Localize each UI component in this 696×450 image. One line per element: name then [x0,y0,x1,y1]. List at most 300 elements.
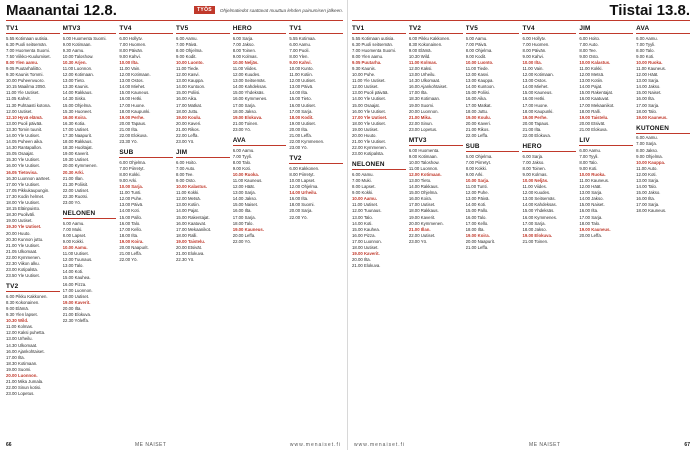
right-page [348,0,696,450]
program-list [522,36,576,140]
program-item: 8.00 Tee. [176,171,194,177]
program-list [466,154,520,252]
program-item: 21.00 Toinen. [522,238,549,244]
program-item: 20.00 Sarja. [289,208,313,214]
program-item: 13.00 Päivä. [289,84,314,90]
program-item: 6.00 Aamu. [289,41,312,47]
program-item: 7.00 Muki. [62,226,83,232]
channel-block [119,149,173,263]
program-item: 17.00 Mekaanikot. [176,226,212,232]
program-item: 9.00 Kolmas. [522,171,548,177]
program-item: 19.00 Uutiset. [6,218,33,224]
page-number: 67 [684,442,690,448]
program-item: 17.00 Uutiset. [62,126,90,132]
channel-heading: AVA [636,25,690,34]
program-item: 18.30 Huoltajat. [62,145,93,151]
program-item: 21.00 Yle Uutiset. [6,242,40,248]
magazine-brand: ME NAISET [134,442,167,448]
program-item: 20.00 Tapaus. [522,120,550,126]
program-item: 8.00 Ohjelma. [176,47,203,53]
program-item: 12.00 Metsä. [579,72,605,78]
program-list [579,148,633,239]
program-item: 9.00 Osto. [579,53,600,59]
program-item: 6.00 Pikku Kakkonen. [408,35,451,41]
program-item: 10.00 Luonto. [176,59,204,65]
program-item: 17.00 Kello. [119,226,143,232]
program-item: 15.00 Naiset. [232,202,259,208]
program-item: 15.00 Pallo. [465,208,489,214]
program-item: 12.00 Häät. [636,72,659,78]
program-item: 13.00 Kotiin. [579,78,604,84]
program-item: 22.30 Viikon alku. [6,260,40,266]
program-item: 10.00 Ruoka. [579,171,606,177]
program-item: 11.00 Uutiset. [62,251,89,257]
program-item: 12.00 Kasvi. [465,72,490,78]
program-item: 7.00 Piirretyt. [465,159,491,165]
program-item: 6.30 Puoli seitsemän. [6,41,48,47]
program-list [289,36,343,152]
program-item: 8.00 Toinen. [232,47,257,53]
program-list [522,154,576,245]
program-item: 19.00 Uutiset. [289,120,316,126]
channel-heading: MTV3 [409,137,463,146]
program-item: 22.00 Kymmenen. [289,139,325,145]
program-item: 7.00 Huomen. [119,41,147,47]
program-item: 20.00 Naapurit. [465,238,496,244]
channel-heading: JIM [176,149,230,158]
channel-block [233,25,287,133]
program-item: 16.30 Kotia. [62,120,86,126]
program-item: 15.05 Osaajat. [6,151,34,157]
channel-heading: TV2 [289,155,343,164]
program-item: 8.00 Ohjelma. [465,47,493,53]
program-item: 13.00 Kauppa. [176,78,204,84]
channel-heading: MTV3 [63,25,117,34]
program-item: 14.00 Koti. [62,269,84,275]
program-item: 18.30 Kotimaan. [408,96,441,102]
program-item: 13.30 Tomin tuunit. [6,126,43,132]
program-item: 12.00 Kotimaan. [119,72,151,78]
program-item: 12.00 Puhe. [465,190,489,196]
channel-heading: HERO [233,25,287,34]
program-item: 12.00 Uutiset. [6,108,33,114]
program-item: 17.00 Sarja. [232,214,256,220]
program-item: 20.00 Leffa. [579,232,602,238]
program-item: 18.00 Rakkaus. [62,139,93,145]
program-item: 16.00 Ilta. [636,96,656,102]
program-list [6,294,60,398]
program-item: 6.00 Hoito. [579,35,601,41]
program-item: 12.00 Tuunaus. [352,208,382,214]
program-item: 20.00 Huuto. [6,230,31,236]
program-item: 13.00 Sarja. [232,190,256,196]
program-item: 5.55 Kotimaan uutisia. [352,35,395,41]
program-item: 17.00 Matkat. [465,102,492,108]
program-item: 15.00 Poliisi. [176,90,201,96]
program-item: 16.00 Ilta. [579,208,599,214]
program-item: 6.00 Aamu. [176,35,198,41]
program-item: 23.00 Kotipalsta. [352,151,385,157]
program-list [636,36,690,121]
program-item: 16.00 Kaatuvat. [579,96,610,102]
program-item: 16.00 Koira. [62,114,87,120]
channel-heading: TV1 [352,25,406,34]
program-item: 13.00 Sarja. [636,177,660,183]
program-item: 20.00 Luonnon. [408,108,439,114]
program-item: 8.00 Päivän. [119,47,144,53]
program-item: 8.00 Ylen. [289,53,309,59]
program-item: 20.00 Kymmenen. [408,220,444,226]
program-item: 13.00 Tieto. [408,177,432,183]
channel-block [636,125,690,215]
program-item: 18.00 Ralli. [579,108,601,114]
program-item: 18.00 Talo. [579,220,601,226]
program-item: 22.00 Uutiset. [408,232,436,238]
program-item: 14.00 Miehet. [522,84,549,90]
program-item: 17.00 Luonnon. [62,287,93,293]
channel-block [579,25,633,133]
program-item: 8.00 Päivän. [522,47,547,53]
channel-heading: TV2 [409,25,463,34]
channel-heading: TV1 [6,25,60,34]
program-item: 20.00 Etsivät. [176,245,203,250]
program-item: 6.00 Hollytv. [522,35,546,41]
program-item: 10.30 Wild. [408,53,431,59]
program-list [233,148,287,246]
left-page-header [6,0,343,21]
program-item: 12.00 Häät. [579,184,602,190]
program-item: 11.00 Viides. [232,65,258,71]
program-item: 17.00 Luonnon. [352,238,382,244]
magazine-brand: ME NAISET [529,442,561,448]
program-item: 14.00 Pajat. [579,84,603,90]
program-item: 13.00 Puoli päivää. [352,90,389,96]
program-item: 13.00 Ostos. [119,78,144,84]
program-item: 20.00 Ilta. [289,126,309,132]
listing-column [409,25,463,437]
program-item: 9.30 Kaunis Tommi. [6,72,44,78]
program-item: 9.00 Kahvi. [289,59,312,65]
program-item: 11.00 Kolmas. [408,59,438,65]
program-item: 9.00 Kodit. [176,53,197,59]
right-page-header [352,0,690,21]
channel-block [289,155,343,220]
program-item: 7.00 Auto. [176,165,196,171]
program-item: 9.00 Elämä. [6,305,29,311]
program-item: 16.00 Uutiset. [289,102,316,108]
program-item: 6.30 Puoli seitsemän. [352,41,394,47]
program-item: 18.15 Eläinpuisto. [6,206,41,212]
program-item: 5.55 Kotimaa. [289,35,316,41]
program-item: 16.00 Ilta. [232,208,252,214]
program-item: 23.00 Yö. [289,145,308,151]
program-item: 22.00 Kymmenen. [352,145,387,151]
channel-block [352,25,406,157]
program-item: 17.00 Huone. [522,102,549,108]
program-item: 16.00 Kaatuvat. [176,220,207,226]
program-item: 15.00 Kauhea. [352,226,380,232]
program-item: 18.00 Ilta. [465,226,485,232]
program-item: 18.00 Kauneus. [636,208,667,214]
program-item: 21.00 Illan. [408,226,431,232]
program-item: 16.30 Luonnon aarteet. [6,175,51,181]
program-item: 7.00 Päivä. [176,41,198,47]
program-item: 18.30 Kotimaan. [6,360,38,366]
program-item: 10.00 Luonto. [465,59,494,65]
program-list [579,36,633,134]
program-item: 19.00 Suomi. [6,366,32,372]
program-item: 15.00 Kauneus. [119,90,150,96]
listing-column [63,25,117,437]
program-item: 22.00 Sinun kotisi. [6,385,42,391]
program-item: 23.00 Yö. [232,126,252,132]
program-item: 17.00 Huone. [119,102,146,108]
listing-column [289,25,343,437]
program-item: 20.00 Naapurit. [119,245,149,250]
program-item: 6.00 Pikku Kakkonen. [6,293,48,299]
program-item: 21.00 Ilta. [522,126,542,132]
program-item: 6.00 Aamu. [352,171,374,177]
program-list [176,160,230,264]
program-item: 8.00 Lapset. [352,184,376,190]
program-item: 14.00 Kahdeksas. [232,84,268,90]
channel-block [6,25,60,279]
program-item: 16.00 Pizza. [62,281,87,287]
program-item: 18.00 Ralli. [176,232,198,238]
program-item: 13.00 Tieto. [62,78,86,84]
program-item: 17.00 Sarja. [636,202,660,208]
program-item: 22.00 Yö. [232,238,252,244]
program-item: 10.00 Aamu. [62,245,88,250]
program-item: 14.00 Jakso. [636,84,661,90]
listing-column [466,25,520,437]
program-item: 17.00 Sarja. [579,214,603,220]
program-item: 6.00 Huomenta Suomi. [62,35,107,41]
program-item: 11.05 Kahvit. [6,96,31,102]
channel-heading: TV1 [289,25,343,34]
program-item: 14.00 Koti. [119,208,140,214]
channel-heading: LIV [579,137,633,146]
channel-heading: SUB [119,149,173,158]
program-item: 21.00 Rikos. [176,126,200,132]
program-item: 14.00 Jakso. [579,196,604,202]
program-item: 15.00 Naiset. [579,202,605,208]
page-number: 66 [6,442,12,448]
program-item: 22.30 Yöleffa. [62,318,90,324]
program-item: 10.00 Lapset. [289,177,316,183]
program-item: 8.30 Kokonainen. [408,41,443,47]
program-item: 15.00 Naiset. [636,90,662,96]
program-item: 8.00 Jakso. [636,147,659,153]
program-item: 14.00 Kahdeksas. [522,202,557,208]
program-item: 12.00 Kotimaan. [408,171,442,177]
program-item: 13.00 Seitsemäs. [232,78,266,84]
program-item: 9.00 Kokki. [352,190,374,196]
program-item: 19.00 Kaverit. [62,299,91,305]
listing-column [119,25,173,437]
program-item: 22.00 Elokuva. [119,133,148,138]
left-header-right [194,6,343,14]
program-item: 12.00 Puhe. [119,196,143,202]
program-item: 12.10 Hyvä elämä. [6,114,43,120]
program-item: 17.00 Matkat. [176,102,203,108]
program-item: 13.00 Päivä. [465,196,490,202]
program-item: 18.00 Suomi. [289,202,315,208]
program-item: 14.05 Puheen aika. [6,139,44,145]
program-list [352,36,406,158]
program-item: 14.00 Kuntoon. [465,84,495,90]
program-item: 20.00 Etsivät. [579,120,606,126]
program-item: 15.30 Yle Uutiset. [6,157,40,163]
program-item: 11.00 Kotiin. [289,72,313,78]
channel-heading: NELONEN [352,161,406,170]
program-item: 9.00 Koti. [579,165,598,171]
program-list [409,36,463,134]
program-item: 12.00 Häät. [232,184,255,190]
listing-column [522,25,576,437]
program-item: 6.00 Sarja. [522,153,544,159]
program-item: 10.00 Aamu. [352,196,377,202]
program-item: 17.00 Sarja. [289,108,313,114]
program-item: 15.00 Jakso. [636,190,661,196]
program-item: 6.00 Ohjelma. [465,153,493,159]
program-item: 9.00 Osto. [176,177,196,183]
program-item: 11.00 Kolmas. [6,324,34,330]
program-item: 16.00 Pizza. [352,232,376,238]
program-item: 10.30 Arjen. [62,59,87,65]
program-item: 19.00 Koira. [465,232,490,238]
channel-block [522,25,576,139]
program-item: 6.00 Huomenta. [408,147,440,153]
program-item: 7.00 Päivä. [465,41,488,47]
channel-block [289,25,343,151]
program-item: 6.00 Hoito. [176,159,197,165]
channel-heading: KUTONEN [636,125,690,134]
program-item: 9.30 Aamu. [62,47,85,53]
program-item: 18.00 Yle Uutiset. [6,200,40,206]
program-item: 19.00 Kauneus. [232,226,264,232]
program-item: 17.05 Pikkukaupungin. [6,187,50,193]
program-item: 16.00 Ilta. [289,196,309,202]
program-item: 9.00 Kodit. [465,53,487,59]
program-item: 15.00 Osaajat. [352,102,380,108]
program-item: 13.00 Sarja. [636,78,660,84]
program-item: 18.00 Juttu. [465,108,489,114]
program-item: 23.00 Kotipalsta. [6,267,39,273]
program-item: 23.00 Lopetus. [6,391,35,397]
program-item: 17.00 Yle Uutiset. [352,114,388,120]
program-item: 8.00 Talo. [636,47,655,53]
program-item: 10.00 Kalastus. [579,59,611,65]
channel-block [176,25,230,145]
program-item: 9.00 Arki. [465,171,484,177]
program-item: 11.00 Uutiset. [352,202,379,208]
program-item: 10.00 Puhe. [352,72,376,78]
program-item: 17.00 Sarja. [636,102,660,108]
program-item: 10.30 Wild. [6,318,29,324]
program-item: 14.30 Sisko. [62,96,87,102]
program-item: 13.00 Seitsemäs. [522,196,556,202]
program-item: 15.00 Ohjelma. [408,190,438,196]
program-item: 15.00 Pallo. [119,214,143,220]
program-item: 19.00 Kaverit. [408,214,436,220]
program-item: 13.00 Talo. [352,214,373,220]
program-item: 22.30 Yö. [176,257,195,263]
channel-heading: TV4 [119,25,173,34]
program-item: 21.00 Rikos. [465,126,490,132]
program-item: 17.00 Kello. [465,220,489,226]
program-item: 16.00 Talo. [119,220,141,226]
program-item: 21.30 Poliisit. [62,181,89,187]
program-item: 7.00 Sarja. [636,141,657,147]
channel-heading: TV2 [6,283,60,292]
program-item: 19.00 Koulu. [465,114,491,120]
program-list [63,221,117,325]
channel-heading: TV5 [466,25,520,34]
program-item: 18.00 Kodit. [289,114,314,120]
program-item: 22.00 Kymmenen. [6,254,41,260]
program-item: 15.00 Yhdeksäs. [232,90,265,96]
program-item: 8.00 Tee. [579,47,597,53]
program-item: 21.00 Elokuva. [176,251,205,257]
program-list [119,36,173,146]
program-item: 16.00 Hetki. [119,96,143,102]
program-item: 8.00 Ylen aamu. [352,53,384,59]
program-item: 22.00 Sinun. [408,120,433,126]
program-item: 20.00 Luonnon. [6,372,38,378]
program-item: 11.00 Tunti. [119,190,142,196]
program-item: 17.00 Yle Uutiset. [6,181,40,187]
program-item: 9.30 Kaunis. [352,65,376,71]
program-item: 20.30 Arki. [62,169,85,175]
program-item: 19.00 Kaverit. [352,251,380,257]
program-item: 22.00 Uutiset. [62,187,90,193]
program-item: 9.00 Koti. [232,165,251,171]
program-item: 12.00 Ohjelma. [289,184,319,190]
channel-heading: NELONEN [63,210,117,219]
program-item: 18.00 Talo. [636,108,658,114]
program-item: 7.00 Jakso. [232,41,255,47]
program-item: 12.00 Kuudes. [232,72,261,78]
program-item: 11.00 Tunti. [465,184,488,190]
program-item: 17.00 Sarja. [522,220,546,226]
program-item: 18.00 Yle Uutiset. [352,120,386,126]
program-item: 19.00 Taistelu. [176,238,206,244]
program-item: 16.00 Koira. [408,196,432,202]
program-item: 19.30 Uutiset. [62,157,90,163]
right-footer [348,440,696,450]
program-item: 14.00 Rakkaus. [62,90,93,96]
program-item: 10.00 Kauppa. [636,159,666,165]
program-list [119,160,173,264]
program-item: 11.00 Tiede. [465,65,489,71]
program-item: 9.05 Puutarha. [352,59,382,65]
program-item: 20.00 Kymmenen. [62,163,98,169]
program-item: 19.00 Koulu. [176,114,202,120]
program-item: 19.00 Kauneus. [579,226,611,232]
program-item: 20.00 Ilta. [62,305,82,311]
program-item: 18.00 Kaupunki. [522,108,554,114]
program-item: 6.00 Sarja. [232,35,254,41]
program-item: 10.00 Ilta. [119,59,139,65]
program-item: 12.00 Uutiset. [289,78,316,84]
listing-column [176,25,230,437]
program-item: 16.00 Ajankohtaiset. [6,348,45,354]
program-list [233,36,287,134]
program-item: 12.00 Kaksi. [408,65,433,71]
program-item: 11.00 Kokki. [176,190,200,196]
program-item: 21.00 Elokuva. [62,312,92,318]
